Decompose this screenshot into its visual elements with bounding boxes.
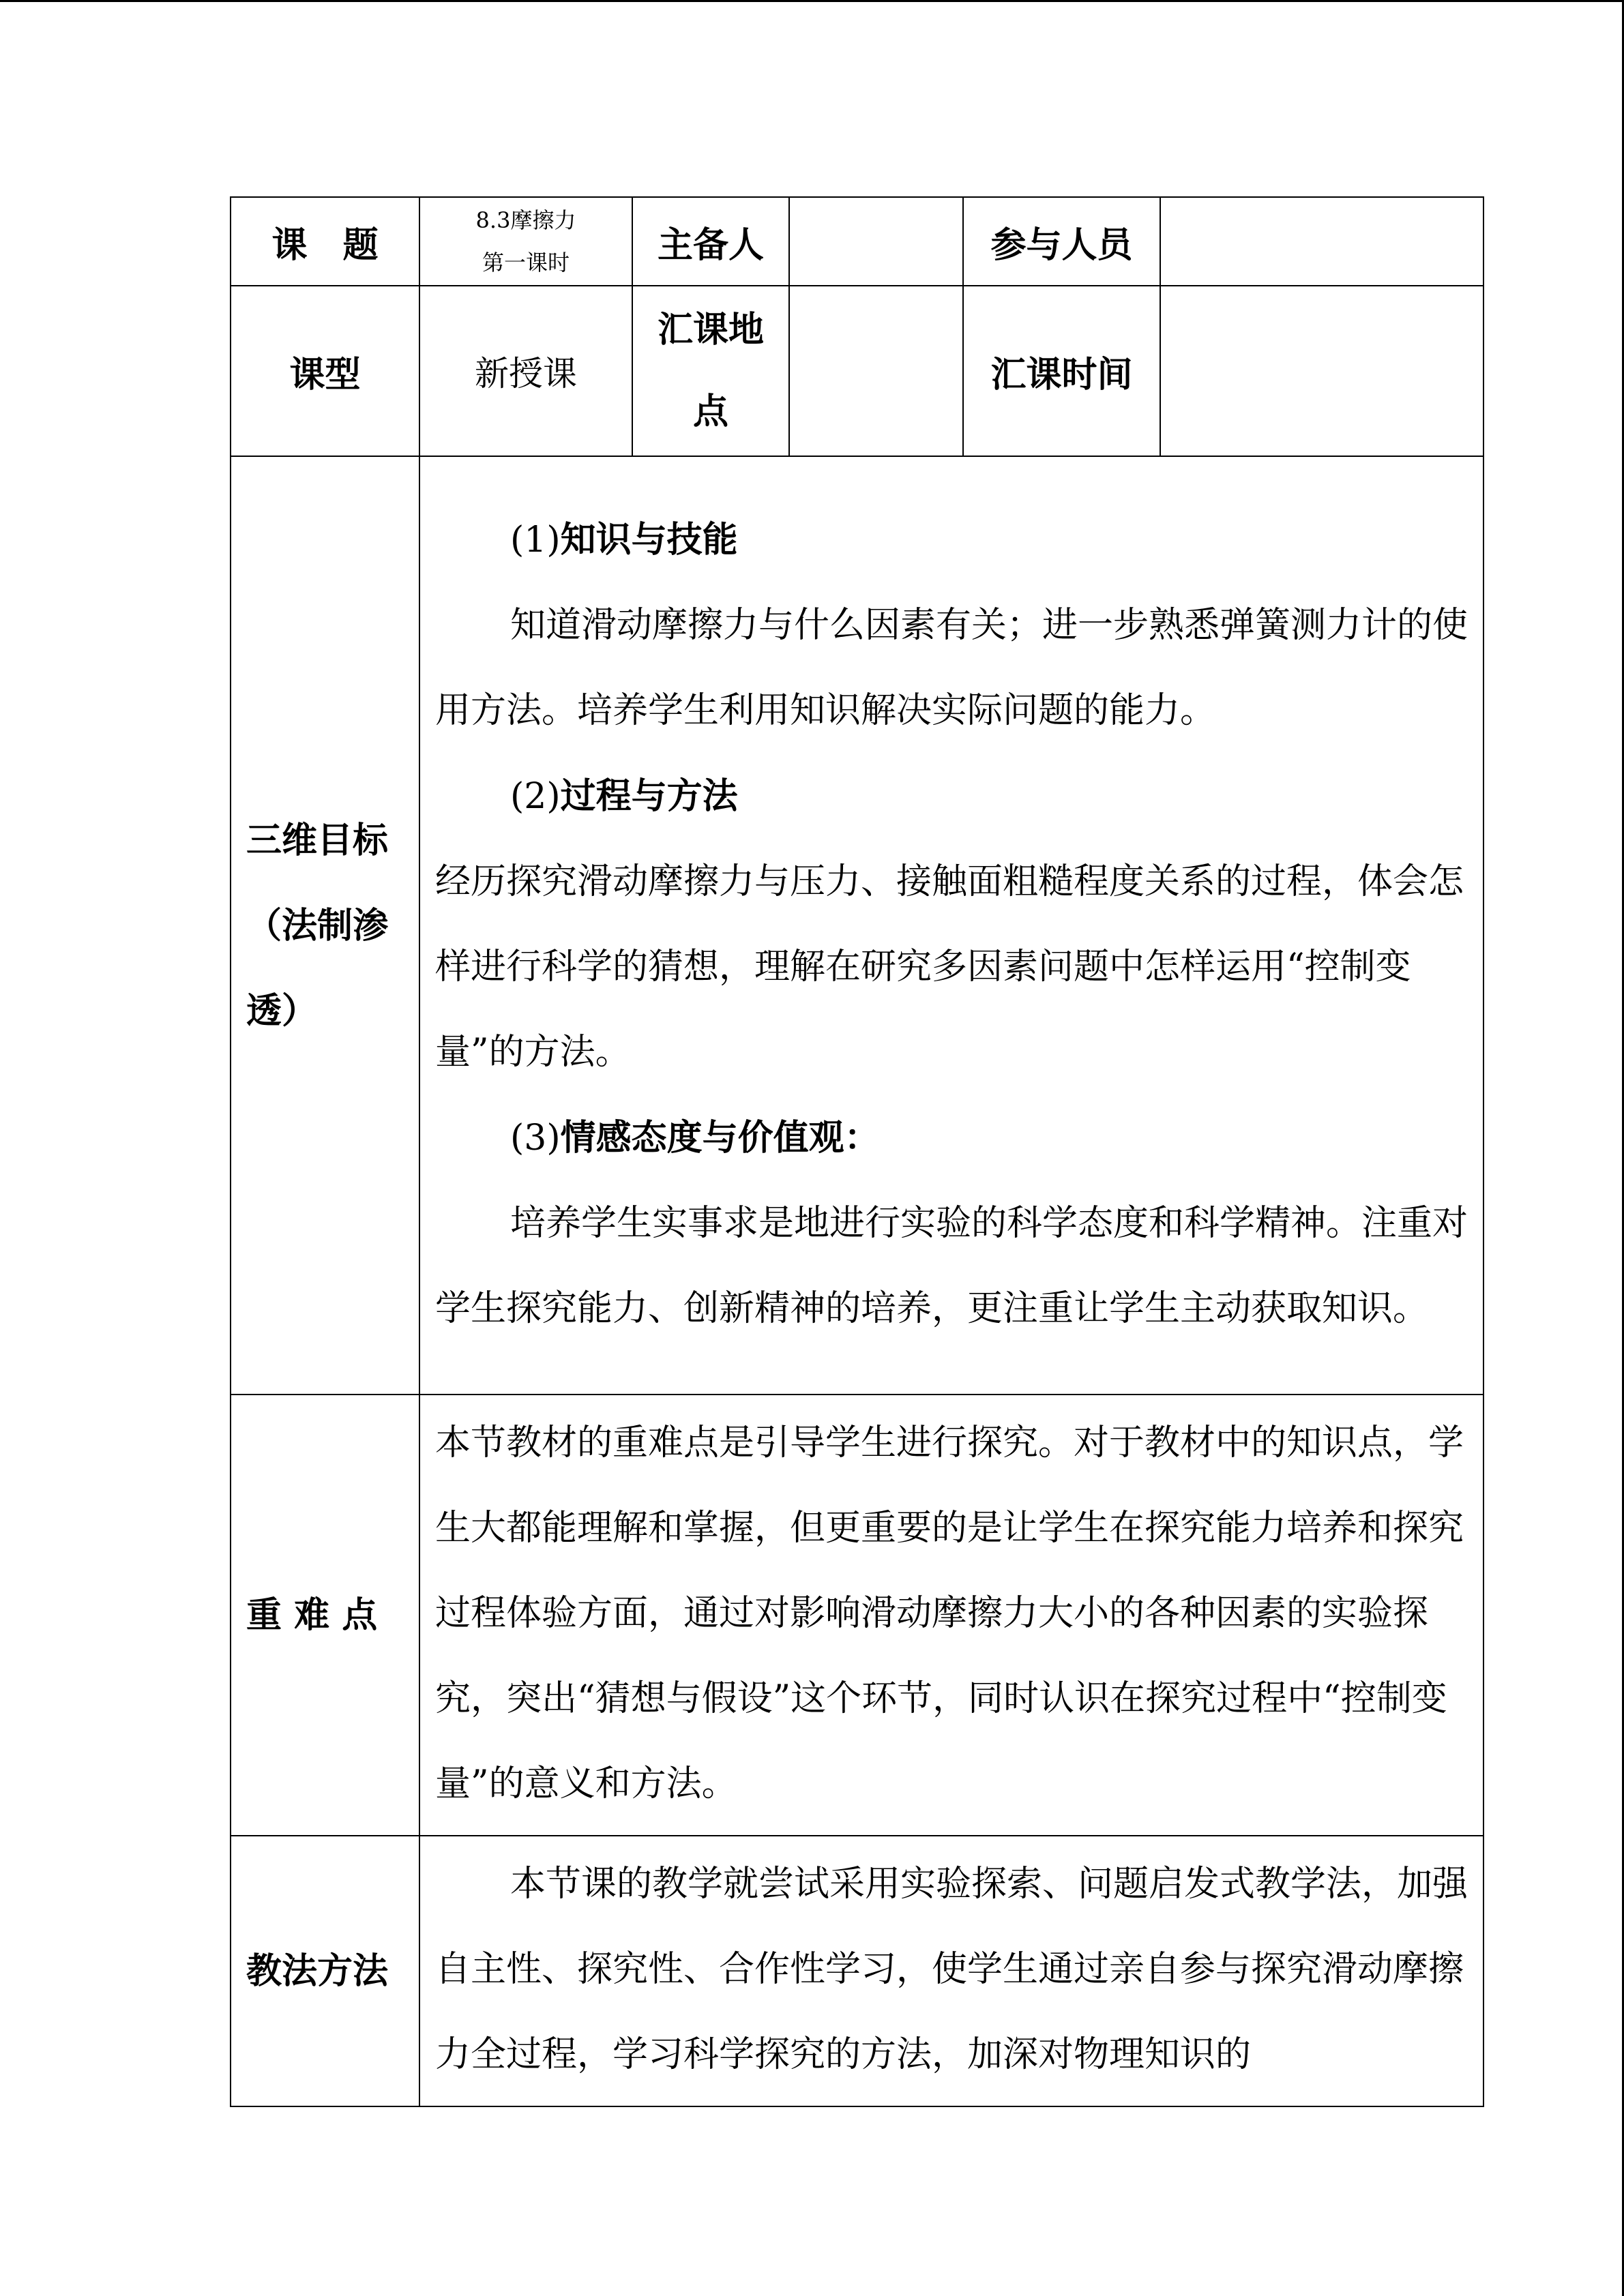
- goal-text-knowledge: 知道滑动摩擦力与什么因素有关；进一步熟悉弹簧测力计的使用方法。培养学生利用知识解决实际问题的能力。: [435, 604, 1468, 731]
- goals-row: [231, 456, 1483, 1395]
- methods-content: [419, 1836, 1483, 2106]
- difficulties-label: 重 难 点: [231, 1395, 419, 1836]
- methods-text: 本节课的教学就尝试采用实验探索、问题启发式教学法，加强自主性、探究性、合作性学习，使学生通过亲自参与探究滑动摩擦力全过程，学习科学探究的方法，加深对物理知识的: [435, 1864, 1468, 2075]
- place-value: [789, 286, 963, 456]
- goal-heading-attitude: (3)情感态度与价值观：: [510, 1116, 880, 1159]
- difficulties-text: 本节教材的重难点是引导学生进行探究。对于教材中的知识点，学生大都能理解和掌握，但更重要的是让学生在探究能力培养和探究过程体验方面，通过对影响滑动摩擦力大小的各种因素的实验探究，突出“猜想与假设”这个环节，同时认识在探究过程中“控制变量”的意义和方法。: [435, 1422, 1464, 1804]
- topic-value-line1: 8.3摩擦力: [475, 207, 576, 233]
- participants-value: [1160, 197, 1483, 286]
- place-label: [632, 286, 789, 456]
- topic-value-line2: 第一课时: [482, 250, 570, 275]
- time-label: 汇课时间: [963, 286, 1160, 456]
- methods-row: [231, 1836, 1483, 2106]
- page-top-border: [0, 0, 1624, 2]
- participants-label: 参与人员: [963, 197, 1160, 286]
- goals-label-line1: 三维目标: [246, 819, 389, 861]
- methods-label: 教法方法: [231, 1836, 419, 2106]
- goals-label-line2: （法制渗: [246, 904, 389, 946]
- goals-label-line3: 透）: [246, 989, 318, 1032]
- place-label-line2: 点: [692, 391, 728, 432]
- lesson-plan-table: [230, 196, 1484, 2107]
- place-label-line1: 汇课地: [657, 309, 764, 351]
- goals-content: [419, 456, 1483, 1395]
- goal-text-attitude: 培养学生实事求是地进行实验的科学态度和科学精神。注重对学生探究能力、创新精神的培养，更注重让学生主动获取知识。: [435, 1202, 1468, 1329]
- lead-label: 主备人: [632, 197, 789, 286]
- difficulties-content: [419, 1395, 1483, 1836]
- header-row-1: [231, 197, 1483, 286]
- topic-label: 课 题: [231, 197, 419, 286]
- goal-heading-knowledge: (1)知识与技能: [510, 518, 738, 561]
- type-label: 课型: [231, 286, 419, 456]
- lead-value: [789, 197, 963, 286]
- time-value: [1160, 286, 1483, 456]
- goal-heading-process: (2)过程与方法: [510, 775, 738, 817]
- topic-value: [419, 197, 632, 286]
- goal-text-process: 经历探究滑动摩擦力与压力、接触面粗糙程度关系的过程，体会怎样进行科学的猜想，理解在研究多因素问题中怎样运用“控制变量”的方法。: [435, 861, 1464, 1073]
- goals-label: [231, 456, 419, 1395]
- difficulties-row: [231, 1395, 1483, 1836]
- type-value: 新授课: [419, 286, 632, 456]
- header-row-2: [231, 286, 1483, 456]
